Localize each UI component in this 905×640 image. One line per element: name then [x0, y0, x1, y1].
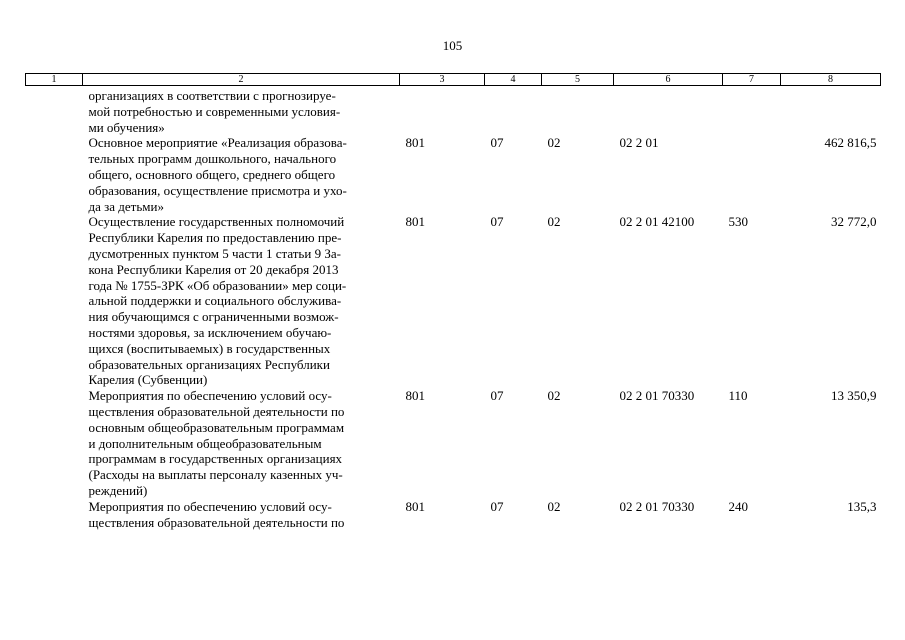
cell-target-article: 02 2 01 70330	[619, 388, 695, 404]
header-col-4: 4	[485, 74, 542, 86]
cell-description	[83, 135, 400, 214]
cell-section: 07	[490, 135, 504, 151]
description-line: Республики Карелия по предоставлению пре-	[88, 230, 342, 246]
table-row	[26, 135, 881, 214]
description-line: ностями здоровья, за исключением обучаю-	[88, 324, 332, 340]
description-line: года № 1755-ЗРК «Об образовании» мер соци-	[88, 277, 347, 293]
description-line: Осуществление государственных полномочий	[88, 214, 345, 230]
description-line: да за детьми»	[88, 198, 164, 214]
cell-ministry-code: 801	[405, 214, 425, 230]
cell-amount: 462 816,5	[824, 135, 877, 151]
description-line: организациях в соответствии с прогнозируе-	[88, 88, 336, 103]
cell-amount	[781, 86, 881, 136]
description-line: Карелия (Субвенции)	[88, 372, 208, 388]
description-line: альной поддержки и социального обслужива-	[88, 293, 342, 309]
cell-target-article: 02 2 01 42100	[619, 214, 695, 230]
description-line: ществления образовательной деятельности по	[88, 403, 345, 419]
cell-subsection: 02	[547, 498, 561, 514]
description-line: реждений)	[88, 482, 148, 498]
cell-subsection: 02	[547, 214, 561, 230]
cell-ministry-code	[400, 86, 485, 136]
cell-description	[83, 214, 400, 388]
cell-section	[485, 86, 542, 136]
cell-amount: 135,3	[847, 498, 877, 514]
cell-subsection	[542, 86, 614, 136]
cell-description	[83, 86, 400, 136]
cell-target-article: 02 2 01 70330	[619, 498, 695, 514]
cell-section: 07	[490, 388, 504, 404]
header-col-2: 2	[83, 74, 400, 86]
description-line: дусмотренных пунктом 5 части 1 статьи 9 За-	[88, 245, 341, 261]
description-line: основным общеобразовательным программам	[88, 419, 345, 435]
cell-expense-type	[723, 135, 781, 214]
description-line: образовательных организациях Республики	[88, 356, 330, 372]
cell-description	[83, 499, 400, 531]
description-line: ми обучения»	[88, 119, 165, 135]
header-col-7: 7	[723, 74, 781, 86]
cell-ministry-code: 801	[405, 388, 425, 404]
description-line: (Расходы на выплаты персоналу казенных уч-	[88, 467, 343, 483]
budget-table	[25, 73, 881, 530]
table-body	[26, 86, 881, 531]
cell-section: 07	[490, 214, 504, 230]
cell-section: 07	[490, 498, 504, 514]
description-line: общего, основного общего, среднего общего	[88, 166, 336, 182]
description-line: Мероприятия по обеспечению условий осу-	[88, 498, 332, 514]
cell-expense-type	[723, 86, 781, 136]
cell-subsection: 02	[547, 135, 561, 151]
header-col-1: 1	[26, 74, 83, 86]
cell-col-1	[26, 388, 83, 499]
cell-expense-type: 110	[728, 388, 748, 404]
table-row	[26, 388, 881, 499]
description-line: Основное мероприятие «Реализация образова-	[88, 135, 347, 151]
description-line: ществления образовательной деятельности по	[88, 514, 345, 530]
cell-expense-type: 240	[728, 498, 748, 514]
cell-ministry-code: 801	[405, 498, 425, 514]
cell-target-article	[614, 86, 723, 136]
description-line: тельных программ дошкольного, начального	[88, 151, 337, 167]
cell-expense-type: 530	[728, 214, 748, 230]
table-row	[26, 214, 881, 388]
cell-subsection: 02	[547, 388, 561, 404]
description-line: и дополнительным общеобразовательным	[88, 435, 322, 451]
header-col-3: 3	[400, 74, 485, 86]
cell-col-1	[26, 135, 83, 214]
page-number: 105	[442, 38, 463, 53]
table-row	[26, 86, 881, 136]
cell-ministry-code: 801	[405, 135, 425, 151]
header-col-5: 5	[542, 74, 614, 86]
cell-amount: 32 772,0	[831, 214, 877, 230]
description-line: ния обучающимся с ограниченными возмож-	[88, 309, 339, 325]
description-line: Мероприятия по обеспечению условий осу-	[88, 388, 332, 404]
description-line: щихся (воспитываемых) в государственных	[88, 340, 331, 356]
cell-col-1	[26, 86, 83, 136]
description-line: программам в государственных организациях	[88, 451, 343, 467]
table-header	[26, 74, 881, 86]
cell-col-1	[26, 214, 83, 388]
cell-target-article: 02 2 01	[619, 135, 659, 151]
description-line: образования, осуществление присмотра и ухо-	[88, 182, 347, 198]
description-line: кона Республики Карелия от 20 декабря 2013	[88, 261, 339, 277]
description-line: мой потребностью и современными условия-	[88, 103, 341, 119]
header-col-6: 6	[614, 74, 723, 86]
cell-description	[83, 388, 400, 499]
cell-amount: 13 350,9	[831, 388, 877, 404]
table-row	[26, 499, 881, 531]
header-col-8: 8	[781, 74, 881, 86]
cell-col-1	[26, 499, 83, 531]
